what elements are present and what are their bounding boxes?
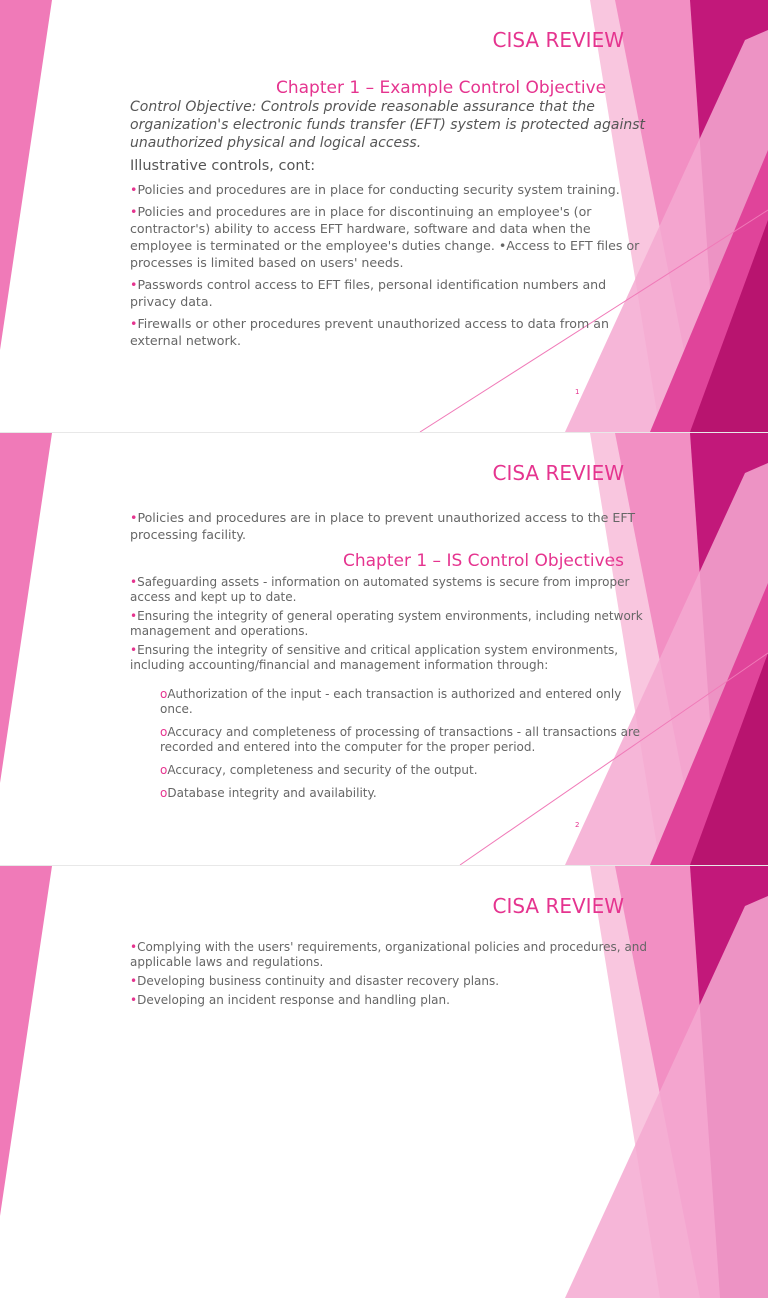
intro-bullet: •Policies and procedures are in place to prevent unauthorized access to the EFT processing facility. [130,510,636,542]
bullet-list [130,940,650,1012]
list-item: •Policies and procedures are in place for conducting security system training. [130,182,620,197]
slide-1 [0,0,768,432]
list-item: oAccuracy and completeness of processing of transactions - all transactions are recorded and entered into the computer for the proper period. [160,725,641,754]
slide-3 [0,866,768,1298]
page-number: 2 [575,821,580,829]
list-item: oDatabase integrity and availability. [160,786,377,800]
slide-title: CISA REVIEW [492,28,624,52]
bullet-list [130,575,650,677]
slide-subtitle: Chapter 1 – Example Control Objective [276,78,607,98]
list-item: •Passwords control access to EFT files, personal identification numbers and privacy data. [130,277,607,309]
sub-bullet-list [160,687,650,809]
list-item: •Ensuring the integrity of sensitive and critical application system environments, including accounting/financial and management information through: [130,643,619,672]
slide-title: CISA REVIEW [492,461,624,485]
control-objective: Control Objective: Controls provide reasonable assurance that the organization's electronic funds transfer (EFT) system is protected against unauthorized physical and logical access. [130,99,646,151]
illustrative-heading: Illustrative controls, cont: [130,158,316,174]
list-item: •Complying with the users' requirements, organizational policies and procedures, and applicable laws and regulations. [130,940,648,969]
slide-decoration [0,866,768,1298]
list-item: oAuthorization of the input - each transaction is authorized and entered only once. [160,687,622,716]
list-item: oAccuracy, completeness and security of the output. [160,763,478,777]
slide-2 [0,433,768,865]
list-item: •Developing business continuity and disaster recovery plans. [130,974,500,988]
bullet-list [130,181,650,354]
list-item: •Safeguarding assets - information on automated systems is secure from improper access and kept up to date. [130,575,630,604]
slide-title: CISA REVIEW [492,894,624,918]
list-item: •Policies and procedures are in place for discontinuing an employee's (or contractor's) ability to access EFT hardware, software and data when the employee is terminated or the employee's duties change. •Access to EFT files or processes is limited based on users' needs. [130,204,640,270]
list-item: •Ensuring the integrity of general operating system environments, including network management and operations. [130,609,643,638]
list-item: •Developing an incident response and handling plan. [130,993,450,1007]
slide-subtitle: Chapter 1 – IS Control Objectives [342,551,624,571]
list-item: •Firewalls or other procedures prevent unauthorized access to data from an external network. [130,316,609,348]
page-number: 1 [575,388,580,396]
